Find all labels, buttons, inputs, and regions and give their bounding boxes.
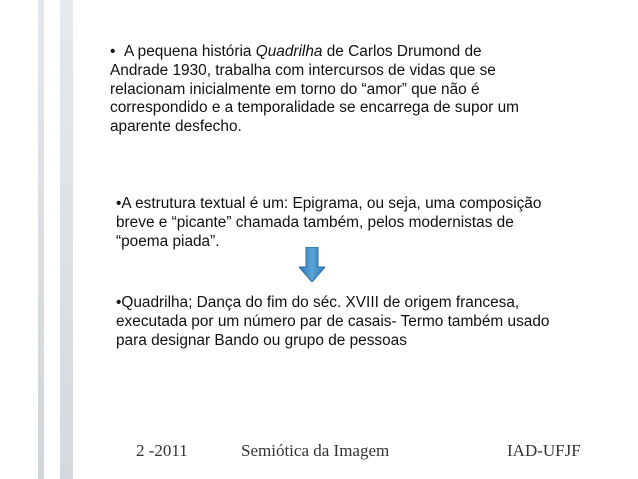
footer-institution: IAD-UFJF [507, 441, 581, 460]
footer-date: 2 -2011 [136, 441, 188, 460]
decorative-inner-bar [60, 0, 73, 479]
paragraph-textual-structure [116, 195, 541, 251]
bullet: • [110, 43, 116, 60]
paragraph-text-rest: de Carlos Drumond de Andrade 1930, trabalha com intercursos de vidas que se relacionam inicialmente em torno do “amor” que não é correspondido e a temporalidade se encarrega de supor um aparente desfecho. [110, 43, 519, 136]
paragraph-quadrilha-history [110, 43, 540, 137]
text-line: para designar Bando ou grupo de pessoas [116, 331, 407, 349]
text-line: •A estrutura textual é um: Epigrama, ou seja, uma composição [116, 195, 542, 212]
text-line: breve e “picante” chamada também, pelos modernistas de [116, 213, 514, 231]
decorative-left-bar [38, 0, 44, 479]
paragraph-text-start: A pequena história [123, 43, 256, 60]
down-arrow-icon [299, 247, 325, 282]
text-line: •Quadrilha; Dança do fim do séc. XVIII de origem francesa, [116, 294, 520, 311]
footer-title: Semiótica da Imagem [241, 441, 390, 460]
title-quadrilha: Quadrilha [255, 43, 323, 60]
text-line: executada por um número par de casais- Termo também usado [116, 312, 550, 330]
paragraph-quadrilha-definition [116, 294, 549, 350]
text-line: “poema piada”. [116, 232, 220, 250]
